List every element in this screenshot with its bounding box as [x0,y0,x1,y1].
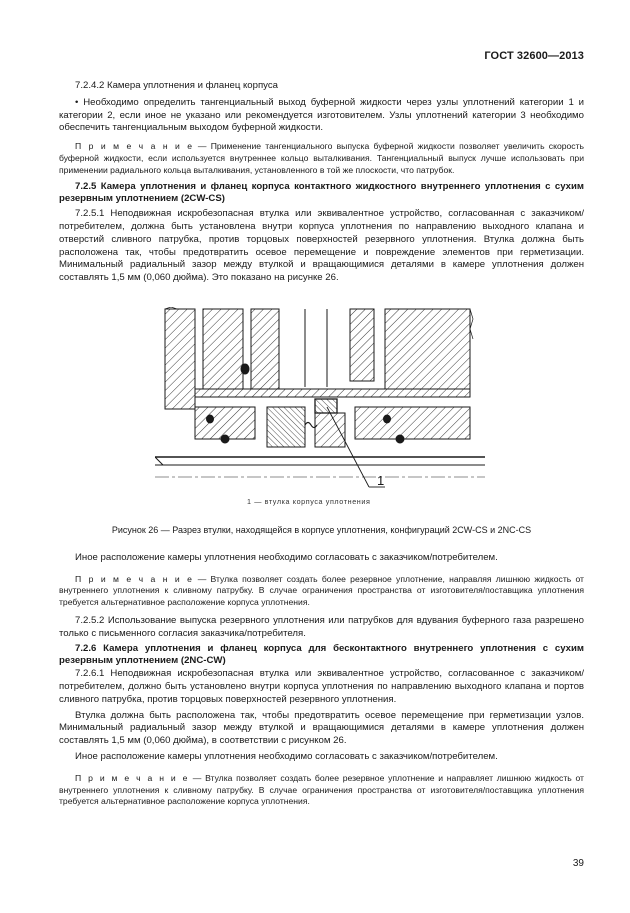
section-7-2-5-heading-text: 7.2.5 Камера уплотнения и фланец корпуса контактного жидкостного внутреннего уплотнения с сухим резервным уплотнением (2CW-CS) [59,180,584,205]
note-tangential-outlet [59,141,584,176]
section-7-2-6-1-paragraph: 7.2.6.1 Неподвижная искробезопасная втулка или эквивалентное устройство, согласованное с заказчиком/потребителем, должно быть установлено внутри корпуса уплотнения по направлению выходного клапана и портов сливного патрубка, против торцовых поверхностей резервного уплотнения. [59,668,584,705]
figure-legend: 1 — втулка корпуса уплотнения [247,496,371,506]
note-sleeve-1 [59,574,584,609]
page-number: 39 [572,858,584,869]
section-7-2-4-2-title: 7.2.4.2 Камера уплотнения и фланец корпуса [75,80,278,91]
section-7-2-6-heading-text: 7.2.6 Камера уплотнения и фланец корпуса для бесконтактного внутреннего уплотнения с сухим резервным уплотнением (2NC-CW) [59,642,584,667]
note-label: П р и м е ч а н и е [75,772,190,783]
section-7-2-5-2-paragraph: 7.2.5.2 Использование выпуска резервного уплотнения или патрубков для вдувания буферного газа разрешено только с письменного согласия заказчика/потребителя. [59,614,584,639]
section-7-2-6-1-paragraph-2: Втулка должна быть расположена так, чтобы предотвратить осевое перемещение при герметизации узлов. Минимальный радиальный зазор между втулкой и вращающимися деталями в камере уплотнения должен составлять 1,5 мм (0,060 дюйма), в соответствии с рисунком 26. [59,709,584,747]
note-sleeve-2 [59,773,584,808]
section-7-2-5-heading [59,181,584,207]
after-figure-paragraph: Иное расположение камеры уплотнения необходимо согласовать с заказчиком/потребителем. [75,551,498,563]
figure-26-caption: Рисунок 26 — Разрез втулки, находящейся в корпусе уплотнения, конфигураций 2CW-CS и 2NC-CS [111,524,532,535]
section-7-2-6-heading [59,643,584,669]
figure-callout-label: 1 [377,472,385,488]
section-7-2-4-2-bullet: • Необходимо определить тангенциальный выход буферной жидкости через узлы уплотнений категории 1 и категории 2, если иное не указано или рекомендуется изготовителем. Узлы уплотнений категории 3 необходимо обеспечить тангенциальным выходом буферной жидкости. [59,96,584,134]
note-text: — Применение тангенциального выпуска буферной жидкости позволяет увеличить скорость буферной жидкости, если используется внутреннее кольцо выталкивания. Тангенциальный выпуск лучше использовать при применении радиального кольца выталкивания, установленного в той же плоскости, что патрубок. [59,141,584,175]
note-text: — Втулка позволяет создать более резервное уплотнение и направляет лишнюю жидкость от внутреннего уплотнения к сливному патрубку. В случае ограничения пространства от изготовителя/поставщика уплотнения требуется альтернативное расположение корпуса уплотнения. [59,772,584,807]
note-label: П р и м е ч а н и е [75,573,194,584]
section-7-2-5-1-paragraph: 7.2.5.1 Неподвижная искробезопасная втулка или эквивалентное устройство, согласованная с заказчиком/потребителем, должна быть установлена внутри корпуса уплотнения по направлению выходного клапана и отверстий сливного патрубка, против торцовых поверхностей резервного уплотнения. Втулка должна быть расположена так, чтобы предотвратить осевое перемещение и повреждение элементов при герметизации. Минимальный радиальный зазор между втулкой и вращающимися деталями в камере уплотнения должен составлять 1,5 мм (0,060 дюйма). Это показано на рисунке 26. [59,208,584,284]
seal-chamber-section-drawing [155,307,485,497]
section-7-2-6-1-paragraph-3: Иное расположение камеры уплотнения необходимо согласовать с заказчиком/потребителем. [75,750,498,762]
note-text: — Втулка позволяет создать более резервное уплотнение, направляя лишнюю жидкость от внутреннего уплотнения к сливному патрубку. В случае ограничения пространства от изготовителя/поставщика уплотнения требуется альтернативное расположение корпуса уплотнения. [59,573,584,608]
figure-26 [59,307,584,512]
note-label: П р и м е ч а н и е [75,141,194,152]
page-content [59,80,584,808]
standard-header: ГОСТ 32600—2013 [484,50,584,62]
